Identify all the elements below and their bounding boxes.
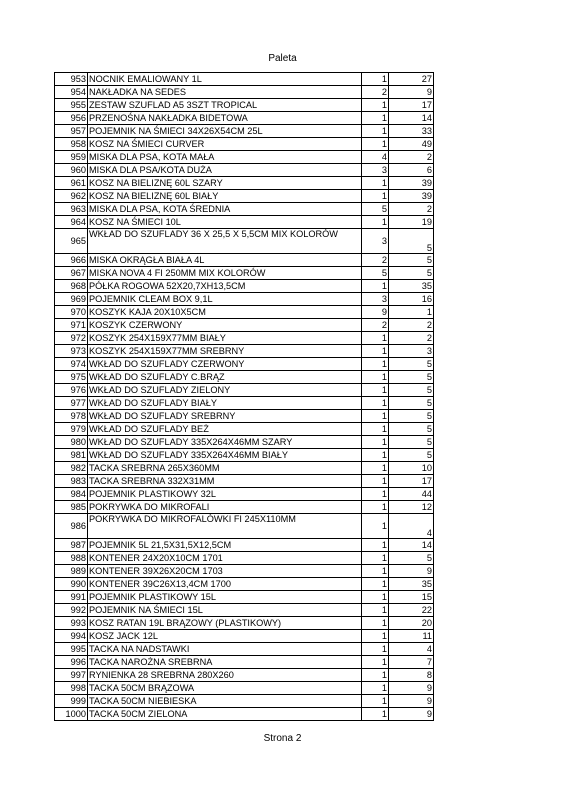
item-value: 9 (389, 565, 434, 578)
item-name: KOSZYK 254X159X77MM SREBRNY (88, 345, 362, 358)
item-name: WKŁAD DO SZUFLADY C.BRĄZ (88, 371, 362, 384)
row-number: 991 (55, 591, 88, 604)
table-row (55, 164, 434, 177)
item-name: TACKA SREBRNA 332X31MM (88, 475, 362, 488)
table-row (55, 306, 434, 319)
item-value: 49 (389, 138, 434, 151)
table-row (55, 604, 434, 617)
row-number: 968 (55, 280, 88, 293)
table-row (55, 203, 434, 216)
table-row (55, 475, 434, 488)
item-name: MISKA DLA PSA, KOTA MAŁA (88, 151, 362, 164)
item-quantity: 1 (362, 591, 389, 604)
table-row (55, 695, 434, 708)
table-row (55, 216, 434, 229)
row-number: 979 (55, 423, 88, 436)
item-value: 22 (389, 604, 434, 617)
row-number: 965 (55, 229, 88, 254)
table-row (55, 358, 434, 371)
item-name: KOSZYK CZERWONY (88, 319, 362, 332)
item-value: 5 (389, 552, 434, 565)
item-quantity: 1 (362, 475, 389, 488)
table-row (55, 578, 434, 591)
row-number: 966 (55, 254, 88, 267)
item-value: 7 (389, 656, 434, 669)
row-number: 984 (55, 488, 88, 501)
item-value: 5 (389, 384, 434, 397)
item-name: PÓŁKA ROGOWA 52X20,7XH13,5CM (88, 280, 362, 293)
item-name: KONTENER 39X26X20CM 1703 (88, 565, 362, 578)
item-name: MISKA NOVA 4 FI 250MM MIX KOLORÓW (88, 267, 362, 280)
item-value: 39 (389, 190, 434, 203)
item-quantity: 3 (362, 229, 389, 254)
item-name: POJEMNIK PLASTIKOWY 15L (88, 591, 362, 604)
item-name: POJEMNIK NA ŚMIECI 15L (88, 604, 362, 617)
item-name: KOSZ NA ŚMIECI CURVER (88, 138, 362, 151)
page-header-title: Paleta (268, 53, 297, 64)
table-row (55, 410, 434, 423)
item-quantity: 1 (362, 112, 389, 125)
items-table-body (55, 73, 434, 721)
item-quantity: 1 (362, 73, 389, 86)
item-quantity: 1 (362, 280, 389, 293)
item-value: 35 (389, 280, 434, 293)
table-row (55, 643, 434, 656)
item-name: TACKA NA NADSTAWKI (88, 643, 362, 656)
item-quantity: 1 (362, 708, 389, 721)
item-quantity: 1 (362, 617, 389, 630)
row-number: 962 (55, 190, 88, 203)
table-row (55, 384, 434, 397)
item-value: 5 (389, 423, 434, 436)
item-quantity: 1 (362, 552, 389, 565)
table-row (55, 682, 434, 695)
item-name: WKŁAD DO SZUFLADY SREBRNY (88, 410, 362, 423)
row-number: 967 (55, 267, 88, 280)
row-number: 978 (55, 410, 88, 423)
row-number: 974 (55, 358, 88, 371)
item-quantity: 1 (362, 565, 389, 578)
table-row (55, 151, 434, 164)
row-number: 961 (55, 177, 88, 190)
item-value: 5 (389, 267, 434, 280)
table-row (55, 112, 434, 125)
item-value: 5 (389, 229, 434, 254)
item-value: 17 (389, 99, 434, 112)
row-number: 996 (55, 656, 88, 669)
item-quantity: 1 (362, 488, 389, 501)
item-value: 9 (389, 695, 434, 708)
table-row (55, 293, 434, 306)
table-row (55, 345, 434, 358)
item-value: 5 (389, 449, 434, 462)
item-quantity: 3 (362, 164, 389, 177)
item-quantity: 1 (362, 449, 389, 462)
item-value: 44 (389, 488, 434, 501)
item-value: 15 (389, 591, 434, 604)
item-quantity: 1 (362, 345, 389, 358)
item-value: 2 (389, 151, 434, 164)
table-row (55, 501, 434, 514)
item-name: TACKA SREBRNA 265X360MM (88, 462, 362, 475)
row-number: 969 (55, 293, 88, 306)
table-row (55, 86, 434, 99)
row-number: 981 (55, 449, 88, 462)
row-number: 977 (55, 397, 88, 410)
row-number: 990 (55, 578, 88, 591)
item-value: 14 (389, 539, 434, 552)
item-name: KOSZ NA BIELIZNĘ 60L BIAŁY (88, 190, 362, 203)
table-row (55, 423, 434, 436)
row-number: 988 (55, 552, 88, 565)
table-row (55, 565, 434, 578)
item-quantity: 3 (362, 293, 389, 306)
table-row (55, 371, 434, 384)
item-name: WKŁAD DO SZUFLADY BIAŁY (88, 397, 362, 410)
item-quantity: 1 (362, 177, 389, 190)
row-number: 971 (55, 319, 88, 332)
item-value: 9 (389, 86, 434, 99)
row-number: 970 (55, 306, 88, 319)
row-number: 955 (55, 99, 88, 112)
item-name: KOSZ NA BIELIZNĘ 60L SZARY (88, 177, 362, 190)
item-quantity: 5 (362, 203, 389, 216)
item-name: MISKA DLA PSA, KOTA ŚREDNIA (88, 203, 362, 216)
row-number: 983 (55, 475, 88, 488)
row-number: 992 (55, 604, 88, 617)
item-value: 5 (389, 371, 434, 384)
table-row (55, 488, 434, 501)
item-quantity: 1 (362, 125, 389, 138)
item-name: POJEMNIK NA ŚMIECI 34X26X54CM 25L (88, 125, 362, 138)
row-number: 973 (55, 345, 88, 358)
item-name: WKŁAD DO SZUFLADY CZERWONY (88, 358, 362, 371)
item-name: MISKA OKRĄGŁA BIAŁA 4L (88, 254, 362, 267)
item-quantity: 1 (362, 216, 389, 229)
item-name: POKRYWKA DO MIKROFALÓWKI FI 245X110MM (88, 514, 362, 539)
item-quantity: 1 (362, 423, 389, 436)
row-number: 975 (55, 371, 88, 384)
page-footer-number: Strona 2 (263, 733, 302, 744)
item-quantity: 2 (362, 319, 389, 332)
item-quantity: 1 (362, 514, 389, 539)
item-name: KOSZ NA ŚMIECI 10L (88, 216, 362, 229)
table-row (55, 436, 434, 449)
row-number: 963 (55, 203, 88, 216)
item-value: 9 (389, 682, 434, 695)
table-row (55, 177, 434, 190)
item-value: 19 (389, 216, 434, 229)
item-quantity: 1 (362, 410, 389, 423)
item-name: WKŁAD DO SZUFLADY ZIELONY (88, 384, 362, 397)
table-row (55, 73, 434, 86)
item-quantity: 1 (362, 578, 389, 591)
items-table (54, 72, 434, 721)
item-name: TACKA 50CM BRĄZOWA (88, 682, 362, 695)
item-value: 27 (389, 73, 434, 86)
row-number: 957 (55, 125, 88, 138)
row-number: 999 (55, 695, 88, 708)
item-name: MISKA DLA PSA/KOTA DUŻA (88, 164, 362, 177)
item-quantity: 1 (362, 462, 389, 475)
item-name: POJEMNIK CLEAM BOX 9,1L (88, 293, 362, 306)
item-quantity: 1 (362, 682, 389, 695)
item-quantity: 1 (362, 695, 389, 708)
table-row (55, 708, 434, 721)
item-value: 4 (389, 514, 434, 539)
item-name: KOSZ RATAN 19L BRĄZOWY (PLASTIKOWY) (88, 617, 362, 630)
item-value: 6 (389, 164, 434, 177)
item-name: KOSZ JACK 12L (88, 630, 362, 643)
item-quantity: 1 (362, 397, 389, 410)
item-quantity: 1 (362, 99, 389, 112)
row-number: 964 (55, 216, 88, 229)
item-quantity: 2 (362, 254, 389, 267)
item-value: 33 (389, 125, 434, 138)
row-number: 959 (55, 151, 88, 164)
item-value: 35 (389, 578, 434, 591)
item-quantity: 1 (362, 604, 389, 617)
table-row (55, 656, 434, 669)
item-quantity: 5 (362, 267, 389, 280)
item-value: 4 (389, 643, 434, 656)
row-number: 985 (55, 501, 88, 514)
item-value: 2 (389, 332, 434, 345)
row-number: 989 (55, 565, 88, 578)
row-number: 980 (55, 436, 88, 449)
item-name: WKŁAD DO SZUFLADY 335X264X46MM SZARY (88, 436, 362, 449)
item-quantity: 1 (362, 138, 389, 151)
item-value: 12 (389, 501, 434, 514)
item-name: TACKA 50CM NIEBIESKA (88, 695, 362, 708)
item-quantity: 4 (362, 151, 389, 164)
table-row (55, 125, 434, 138)
item-quantity: 1 (362, 436, 389, 449)
row-number: 986 (55, 514, 88, 539)
item-name: NOCNIK EMALIOWANY 1L (88, 73, 362, 86)
item-name: TACKA NAROŻNA SREBRNA (88, 656, 362, 669)
table-row (55, 99, 434, 112)
row-number: 954 (55, 86, 88, 99)
table-row (55, 617, 434, 630)
item-value: 39 (389, 177, 434, 190)
item-quantity: 2 (362, 86, 389, 99)
item-value: 5 (389, 410, 434, 423)
item-name: POKRYWKA DO MIKROFALI (88, 501, 362, 514)
item-name: ZESTAW SZUFLAD A5 3SZT TROPICAL (88, 99, 362, 112)
item-value: 14 (389, 112, 434, 125)
table-row (55, 397, 434, 410)
item-name: KOSZYK KAJA 20X10X5CM (88, 306, 362, 319)
table-row (55, 267, 434, 280)
row-number: 1000 (55, 708, 88, 721)
item-quantity: 1 (362, 358, 389, 371)
table-row (55, 332, 434, 345)
item-value: 17 (389, 475, 434, 488)
item-name: POJEMNIK 5L 21,5X31,5X12,5CM (88, 539, 362, 552)
item-value: 2 (389, 319, 434, 332)
table-row (55, 539, 434, 552)
table-row (55, 319, 434, 332)
item-value: 3 (389, 345, 434, 358)
row-number: 972 (55, 332, 88, 345)
item-quantity: 1 (362, 669, 389, 682)
item-name: POJEMNIK PLASTIKOWY 32L (88, 488, 362, 501)
row-number: 998 (55, 682, 88, 695)
item-quantity: 9 (362, 306, 389, 319)
item-quantity: 1 (362, 384, 389, 397)
table-row (55, 190, 434, 203)
row-number: 997 (55, 669, 88, 682)
item-value: 1 (389, 306, 434, 319)
table-row (55, 229, 434, 254)
item-value: 16 (389, 293, 434, 306)
row-number: 958 (55, 138, 88, 151)
row-number: 995 (55, 643, 88, 656)
item-value: 9 (389, 708, 434, 721)
item-name: NAKŁADKA NA SEDES (88, 86, 362, 99)
table-row (55, 591, 434, 604)
item-quantity: 1 (362, 656, 389, 669)
item-value: 8 (389, 669, 434, 682)
item-value: 20 (389, 617, 434, 630)
item-name: TACKA 50CM ZIELONA (88, 708, 362, 721)
table-row (55, 280, 434, 293)
item-value: 10 (389, 462, 434, 475)
item-value: 5 (389, 358, 434, 371)
table-row (55, 669, 434, 682)
table-row (55, 449, 434, 462)
item-value: 5 (389, 436, 434, 449)
item-value: 11 (389, 630, 434, 643)
item-quantity: 1 (362, 501, 389, 514)
item-value: 5 (389, 254, 434, 267)
item-name: KOSZYK 254X159X77MM BIAŁY (88, 332, 362, 345)
item-quantity: 1 (362, 630, 389, 643)
item-name: PRZENOŚNA NAKŁADKA BIDETOWA (88, 112, 362, 125)
item-name: WKŁAD DO SZUFLADY 335X264X46MM BIAŁY (88, 449, 362, 462)
table-row (55, 552, 434, 565)
item-name: KONTENER 39C26X13,4CM 1700 (88, 578, 362, 591)
item-name: KONTENER 24X20X10CM 1701 (88, 552, 362, 565)
item-value: 2 (389, 203, 434, 216)
table-row (55, 254, 434, 267)
row-number: 993 (55, 617, 88, 630)
item-quantity: 1 (362, 190, 389, 203)
row-number: 994 (55, 630, 88, 643)
item-quantity: 1 (362, 539, 389, 552)
table-row (55, 630, 434, 643)
item-value: 5 (389, 397, 434, 410)
item-name: RYNIENKA 28 SREBRNA 280X260 (88, 669, 362, 682)
table-row (55, 462, 434, 475)
row-number: 960 (55, 164, 88, 177)
table-row (55, 138, 434, 151)
row-number: 976 (55, 384, 88, 397)
row-number: 956 (55, 112, 88, 125)
item-quantity: 1 (362, 643, 389, 656)
item-quantity: 1 (362, 332, 389, 345)
item-quantity: 1 (362, 371, 389, 384)
item-name: WKŁAD DO SZUFLADY 36 X 25,5 X 5,5CM MIX KOLORÓW (88, 229, 362, 254)
row-number: 987 (55, 539, 88, 552)
row-number: 982 (55, 462, 88, 475)
table-row (55, 514, 434, 539)
item-name: WKŁAD DO SZUFLADY BEŻ (88, 423, 362, 436)
row-number: 953 (55, 73, 88, 86)
